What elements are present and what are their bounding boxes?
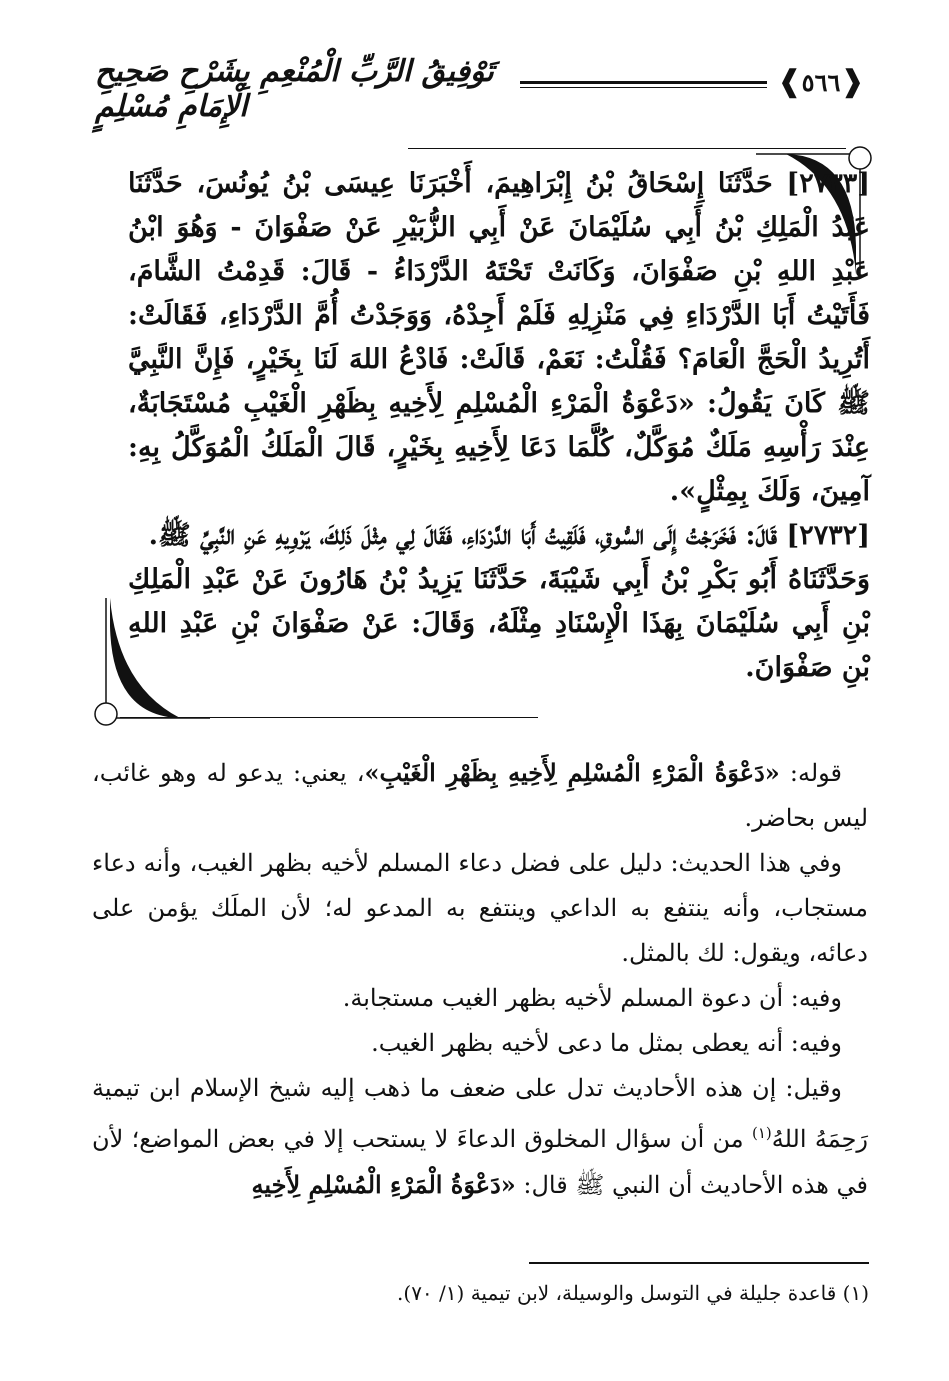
commentary-text: وقيل: إن هذه الأحاديث تدل على ضعف ما ذهب إليه شيخ الإسلام ابن تيمية رَحِمَهُ اللهُ [92,1074,868,1153]
commentary [92,750,868,1208]
commentary-paragraph: وفيه: أنه يعطى بمثل ما دعى لأخيه بظهر الغيب. [371,1029,842,1057]
header-rule-thick [520,81,767,84]
footnote-divider [529,1262,869,1264]
commentary-text: من أن سؤال المخلوق الدعاءَ لا يستحب إلا في بعض المواضع؛ لأن في هذه الأحاديث أن النبي ﷺ قال: [92,1125,868,1199]
footnote: (١) قاعدة جليلة في التوسل والوسيلة، لابن تيمية (١/ ٧٠). [397,1281,869,1305]
hadith-paragraph: [٢٧٣٣] حَدَّثَنَا إِسْحَاقُ بْنُ إِبْرَاهِيمَ، أَخْبَرَنَا عِيسَى بْنُ يُونُسَ، حَدَّثَنَا عَبْدُ الْمَلِكِ بْنُ أَبِي سُلَيْمَانَ عَنْ أَبِي الزُّبَيْرِ عَنْ صَفْوَانَ - وَهُوَ ابْنُ عَبْدِ اللهِ بْنِ صَفْوَانَ، وَكَانَتْ تَحْتَهُ الدَّرْدَاءُ - قَالَ: قَدِمْتُ الشَّامَ، فَأَتَيْتُ أَبَا الدَّرْدَاءِ فِي مَنْزِلِهِ فَلَمْ أَجِدْهُ، وَوَجَدْتُ أُمَّ الدَّرْدَاءِ، فَقَالَتْ: أَتُرِيدُ الْحَجَّ الْعَامَ؟ فَقُلْتُ: نَعَمْ، قَالَتْ: فَادْعُ اللهَ لَنَا بِخَيْرٍ، فَإِنَّ النَّبِيَّ ﷺ كَانَ يَقُولُ: «دَعْوَةُ الْمَرْءِ الْمُسْلِمِ لِأَخِيهِ بِظَهْرِ الْغَيْبِ مُسْتَجَابَةٌ، عِنْدَ رَأْسِهِ مَلَكٌ مُوَكَّلٌ، كُلَّمَا دَعَا لِأَخِيهِ بِخَيْرٍ، قَالَ الْمَلَكُ الْمُوَكَّلُ بِهِ: آمِينَ، وَلَكَ بِمِثْلٍ». [128,168,870,507]
hadith-paragraph: وَحَدَّثَنَاهُ أَبُو بَكْرِ بْنُ أَبِي شَيْبَةَ، حَدَّثَنَا يَزِيدُ بْنُ هَارُونَ عَنْ عَبْدِ الْمَلِكِ بْنِ أَبِي سُلَيْمَانَ بِهَذَا الْإِسْنَادِ مِثْلَهُ، وَقَالَ: عَنْ صَفْوَانَ بْنِ عَبْدِ اللهِ بْنِ صَفْوَانَ. [128,564,870,683]
footnote-reference[interactable]: (١) [751,1124,772,1142]
book-title: تَوْفِيقُ الرَّبِّ الْمُنْعِمِ بِشَرْحِ صَحِيحِ الْإِمَامِ مُسْلِمٍ [95,54,494,124]
hadith-text [128,162,870,690]
commentary-text: ، يعني: يدعو له وهو غائب، ليس بحاضر. [92,759,868,832]
commentary-paragraph [92,750,868,841]
ornament-right-icon: ❰ [839,64,865,99]
page-number-ornament [777,62,865,102]
header-rule-thin [520,87,767,88]
quoted-hadith: «دَعْوَةُ الْمَرْءِ الْمُسْلِمِ لِأَخِيهِ بِظَهْرِ الْغَيْبِ» [364,758,780,787]
hadith-paragraph: [٢٧٣٢] قَالَ: فَخَرَجْتُ إِلَى السُّوقِ، فَلَقِيتُ أَبَا الدَّرْدَاءِ، فَقَالَ لِي مِثْلَ ذَلِكَ، يَرْوِيهِ عَنِ النَّبِيِّ ﷺ. [148,520,870,551]
commentary-text: قوله: [779,759,843,787]
ornament-left-icon: ❱ [777,64,803,99]
commentary-paragraph [92,1066,868,1208]
commentary-paragraph: وفيه: أن دعوة المسلم لأخيه بظهر الغيب مستجابة. [342,984,842,1012]
page-header [95,50,865,124]
quoted-hadith: «دَعْوَةُ الْمَرْءِ الْمُسْلِمِ لِأَخِيهِ [251,1170,516,1199]
page-number: ٥٦٦ [801,67,841,97]
commentary-paragraph: وفي هذا الحديث: دليل على فضل دعاء المسلم لأخيه بظهر الغيب، وأنه دعاء مستجاب، وأنه ينتفع به الداعي وينتفع به المدعو له؛ لأن الملَك يؤمن على دعائه، ويقول: لك بالمثل. [92,849,868,967]
